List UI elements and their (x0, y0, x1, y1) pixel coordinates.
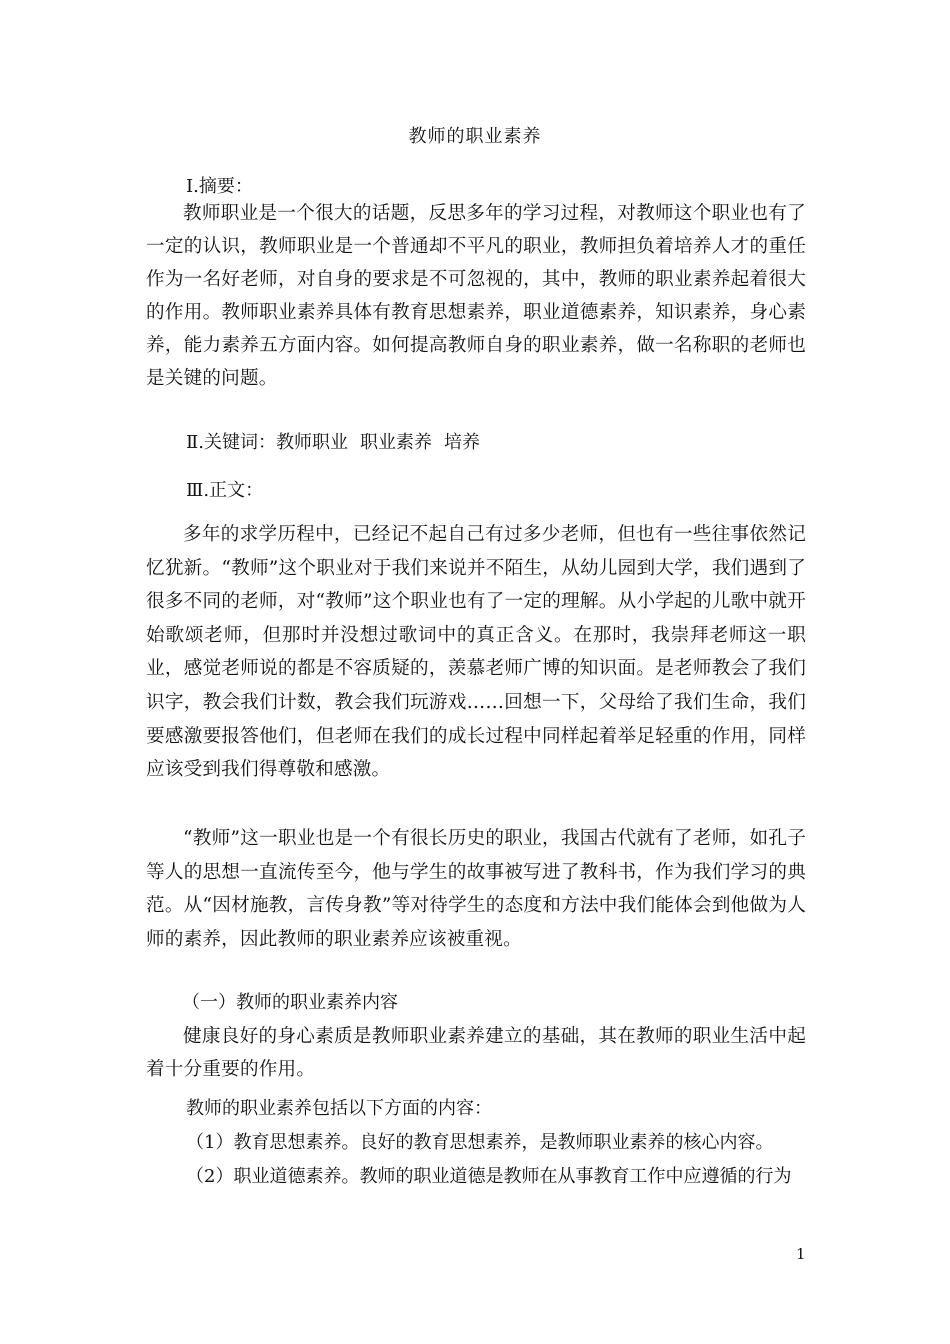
keyword-2: 职业素养 (359, 432, 432, 453)
document-title: 教师的职业素养 (408, 126, 542, 147)
section-1-paragraph-2: 教师的职业素养包括以下方面的内容： (186, 1098, 492, 1119)
page-number: 1 (796, 1245, 806, 1263)
keywords-heading: Ⅱ.关键词： (186, 432, 276, 453)
abstract-heading: Ⅰ.摘要： (186, 176, 253, 197)
keyword-1: 教师职业 (275, 432, 348, 453)
keyword-3: 培养 (443, 432, 480, 453)
abstract-paragraph: 教师职业是一个很大的话题，反思多年的学习过程，对教师这个职业也有了一定的认识，教师职业是一个普通却不平凡的职业，教师担负着培养人才的重任作为一名好老师，对自身的要求是不可忽视的，其中，教师的职业素养起着很大的作用。教师职业素养具体有教育思想素养，职业道德素养，知识素养，身心素养，能力素养五方面内容。如何提高教师自身的职业素养，做一名称职的老师也是关键的问题。 (146, 203, 806, 389)
body-heading: Ⅲ.正文： (186, 480, 264, 501)
list-item-2: （2）职业道德素养。教师的职业道德是教师在从事教育工作中应遵循的行为 (186, 1166, 792, 1187)
keywords-line (186, 430, 492, 456)
list-item-1: （1）教育思想素养。良好的教育思想素养，是教师职业素养的核心内容。 (186, 1132, 774, 1153)
body-paragraph-2: “教师”这一职业也是一个有很长历史的职业，我国古代就有了老师，如孔子等人的思想一直流传至今，他与学生的故事被写进了教科书，作为我们学习的典范。从“因材施教，言传身教”等对待学生的态度和方法中我们能体会到他做为人师的素养，因此教师的职业素养应该被重视。 (146, 828, 806, 950)
body-paragraph-1: 多年的求学历程中，已经记不起自己有过多少老师，但也有一些往事依然记忆犹新。“教师”这个职业对于我们来说并不陌生，从幼儿园到大学，我们遇到了很多不同的老师，对“教师”这个职业也有了一定的理解。从小学起的儿歌中就开始歌颂老师，但那时并没想过歌词中的真正含义。在那时，我崇拜老师这一职业，感觉老师说的都是不容质疑的，羡慕老师广博的知识面。是老师教会了我们识字，教会我们计数，教会我们玩游戏……回想一下，父母给了我们生命，我们要感激要报答他们，但老师在我们的成长过程中同样起着举足轻重的作用，同样应该受到我们得尊敬和感激。 (146, 524, 806, 781)
section-1-heading: （一）教师的职业素养内容 (182, 992, 398, 1013)
section-1-paragraph-1: 健康良好的身心素质是教师职业素养建立的基础，其在教师的职业生活中起着十分重要的作用。 (146, 1026, 806, 1080)
